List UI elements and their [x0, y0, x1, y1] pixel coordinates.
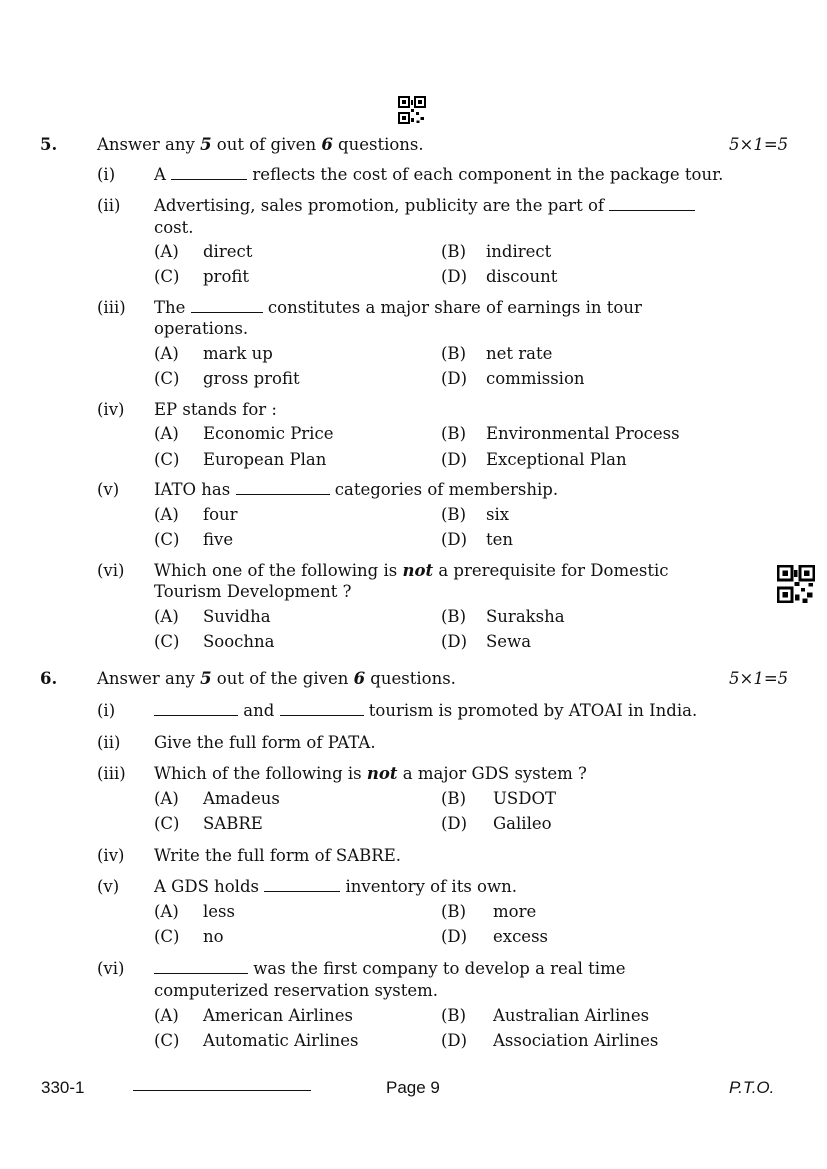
footer-divider [133, 1090, 311, 1091]
option-label: (B) [441, 902, 466, 921]
question-number: 6. [40, 669, 58, 688]
sub-question-number: (iii) [97, 764, 126, 783]
option-text[interactable]: Australian Airlines [493, 1006, 650, 1025]
option-label: (A) [154, 505, 179, 524]
sub-question-text: A reflects the cost of each component in the package tour. [154, 165, 724, 184]
sub-question-text: Which one of the following is not a prerequisite for Domestic [154, 561, 669, 580]
option-label: (D) [441, 1031, 468, 1050]
option-label: (A) [154, 789, 179, 808]
sub-question-number: (iv) [97, 846, 125, 865]
question-instruction: Answer any 5 out of the given 6 questions. [97, 669, 456, 688]
option-text[interactable]: Economic Price [203, 424, 334, 443]
option-text[interactable]: Suvidha [203, 607, 271, 626]
sub-question-text: Give the full form of PATA. [154, 733, 376, 752]
sub-question-number: (iii) [97, 298, 126, 317]
option-text[interactable]: excess [493, 927, 549, 946]
sub-question-number: (i) [97, 165, 116, 184]
sub-question-text: Which of the following is not a major GDS system ? [154, 764, 587, 783]
option-text[interactable]: Sewa [486, 632, 532, 651]
option-label: (C) [154, 1031, 180, 1050]
option-text[interactable]: Automatic Airlines [203, 1031, 359, 1050]
option-label: (D) [441, 632, 468, 651]
option-text[interactable]: mark up [203, 344, 273, 363]
sub-question-text-continued: cost. [154, 218, 194, 237]
option-label: (C) [154, 814, 180, 833]
option-text[interactable]: six [486, 505, 510, 524]
please-turn-over: P.T.O. [729, 1078, 775, 1097]
page-number: Page 9 [386, 1078, 440, 1097]
option-label: (B) [441, 607, 466, 626]
answer-blank[interactable] [236, 480, 330, 495]
option-label: (D) [441, 450, 468, 469]
marks-allocation: 5×1=5 [729, 669, 789, 688]
sub-question-number: (v) [97, 480, 120, 499]
sub-question-text: IATO has categories of membership. [154, 480, 559, 499]
sub-question-text-continued: computerized reservation system. [154, 981, 439, 1000]
option-text[interactable]: direct [203, 242, 253, 261]
option-label: (B) [441, 1006, 466, 1025]
sub-question-text: Write the full form of SABRE. [154, 846, 401, 865]
sub-question-text-continued: Tourism Development ? [154, 582, 352, 601]
sub-question-number: (ii) [97, 733, 121, 752]
option-label: (C) [154, 530, 180, 549]
sub-question-number: (i) [97, 701, 116, 720]
option-text[interactable]: gross profit [203, 369, 300, 388]
option-text[interactable]: no [203, 927, 224, 946]
question-number: 5. [40, 135, 58, 154]
sub-question-text: The constitutes a major share of earnings in tour [154, 298, 642, 317]
option-label: (D) [441, 927, 468, 946]
sub-question-text: Advertising, sales promotion, publicity are the part of [154, 195, 695, 217]
option-text[interactable]: SABRE [203, 814, 263, 833]
option-text[interactable]: discount [486, 267, 558, 286]
option-text[interactable]: USDOT [493, 789, 556, 808]
option-label: (B) [441, 789, 466, 808]
option-label: (B) [441, 242, 466, 261]
option-text[interactable]: Amadeus [203, 789, 280, 808]
option-label: (C) [154, 450, 180, 469]
option-text[interactable]: more [493, 902, 537, 921]
answer-blank[interactable] [609, 196, 695, 211]
sub-question-text: EP stands for : [154, 400, 277, 419]
answer-blank[interactable] [191, 298, 263, 313]
side-qr-code-icon [777, 565, 815, 603]
sub-question-number: (vi) [97, 561, 125, 580]
option-label: (A) [154, 424, 179, 443]
option-text[interactable]: four [203, 505, 238, 524]
option-label: (C) [154, 267, 180, 286]
question-instruction: Answer any 5 out of given 6 questions. [97, 135, 424, 154]
marks-allocation: 5×1=5 [729, 135, 789, 154]
paper-code: 330-1 [41, 1078, 85, 1097]
option-label: (A) [154, 344, 179, 363]
option-text[interactable]: Exceptional Plan [486, 450, 627, 469]
sub-question-text: was the first company to develop a real time [154, 958, 626, 980]
option-text[interactable]: less [203, 902, 235, 921]
option-label: (C) [154, 927, 180, 946]
sub-question-text: A GDS holds inventory of its own. [154, 877, 517, 896]
option-text[interactable]: profit [203, 267, 250, 286]
answer-blank[interactable] [264, 877, 340, 892]
option-label: (B) [441, 505, 466, 524]
option-label: (C) [154, 632, 180, 651]
option-label: (A) [154, 242, 179, 261]
answer-blank[interactable] [280, 701, 364, 716]
option-text[interactable]: Environmental Process [486, 424, 680, 443]
option-text[interactable]: Galileo [493, 814, 552, 833]
option-text[interactable]: five [203, 530, 234, 549]
sub-question-text-continued: operations. [154, 319, 249, 338]
option-text[interactable]: European Plan [203, 450, 327, 469]
option-label: (D) [441, 369, 468, 388]
option-text[interactable]: Soochna [203, 632, 275, 651]
option-label: (B) [441, 344, 466, 363]
option-text[interactable]: Association Airlines [493, 1031, 659, 1050]
answer-blank[interactable] [154, 701, 238, 716]
sub-question-number: (ii) [97, 196, 121, 215]
option-label: (D) [441, 530, 468, 549]
option-label: (A) [154, 1006, 179, 1025]
sub-question-text: and tourism is promoted by ATOAI in India. [154, 700, 697, 722]
sub-question-number: (iv) [97, 400, 125, 419]
option-text[interactable]: net rate [486, 344, 553, 363]
sub-question-number: (vi) [97, 959, 125, 978]
option-label: (C) [154, 369, 180, 388]
option-label: (D) [441, 814, 468, 833]
option-text[interactable]: commission [486, 369, 585, 388]
top-qr-code-icon [398, 96, 426, 124]
answer-blank[interactable] [171, 165, 247, 180]
sub-question-number: (v) [97, 877, 120, 896]
answer-blank[interactable] [154, 959, 248, 974]
option-label: (B) [441, 424, 466, 443]
option-label: (A) [154, 902, 179, 921]
option-text[interactable]: American Airlines [203, 1006, 353, 1025]
option-label: (D) [441, 267, 468, 286]
option-text[interactable]: ten [486, 530, 514, 549]
option-text[interactable]: indirect [486, 242, 552, 261]
option-label: (A) [154, 607, 179, 626]
option-text[interactable]: Suraksha [486, 607, 565, 626]
